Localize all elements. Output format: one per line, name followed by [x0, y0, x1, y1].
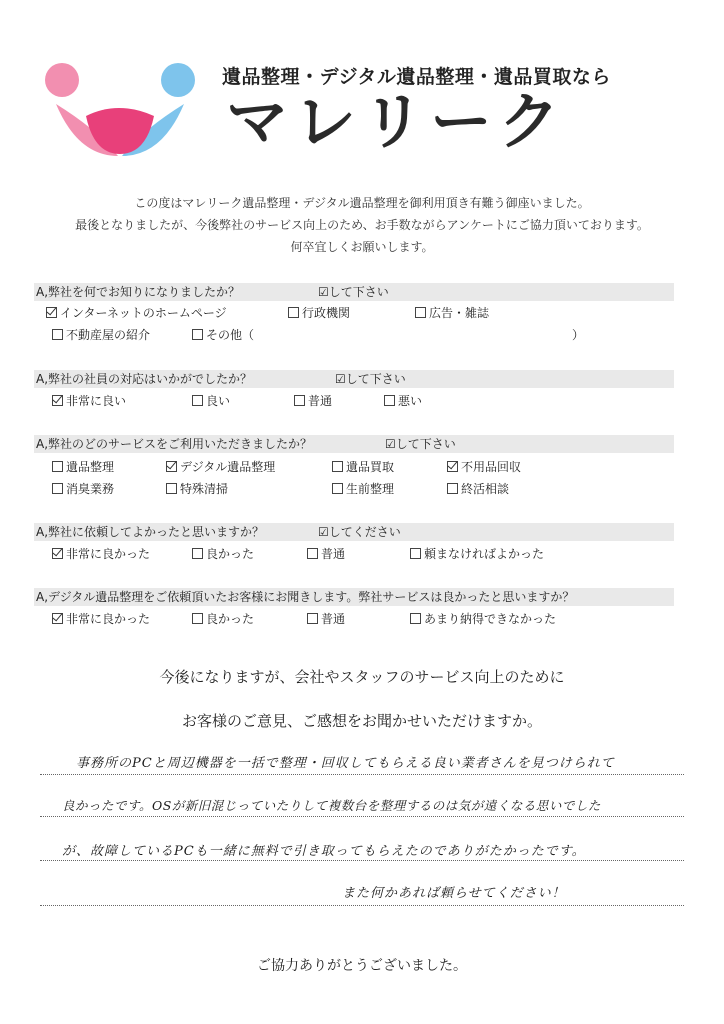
checkbox[interactable] — [192, 329, 203, 340]
checkbox[interactable] — [415, 307, 426, 318]
option-label: 行政機関 — [302, 306, 351, 320]
checkbox[interactable] — [192, 548, 203, 559]
option-label: 良かった — [206, 612, 255, 626]
question-4-text: A,弊社に依頼してよかったと思いますか？ — [36, 525, 265, 539]
checkbox[interactable] — [192, 395, 203, 406]
intro-line: この度はマレリーク遺品整理・デジタル遺品整理を御利用頂き有難う御座いました。 — [134, 196, 590, 210]
option-internet[interactable] — [46, 304, 227, 322]
option-government[interactable] — [288, 304, 350, 322]
option-label: 遺品買取 — [346, 460, 395, 474]
option-good[interactable] — [192, 392, 230, 410]
option-label: 普通 — [321, 547, 346, 561]
checkbox[interactable] — [288, 307, 299, 318]
option-label: 普通 — [321, 612, 346, 626]
option-label: 良い — [206, 394, 231, 408]
option-label: 広告・雑誌 — [429, 306, 490, 320]
comment-line: また何かあれば頼らせてください！ — [342, 886, 566, 901]
checkbox-checked[interactable] — [52, 613, 63, 624]
checkbox[interactable] — [307, 613, 318, 624]
question-5-text: A,デジタル遺品整理をご依頼頂いたお客様にお聞きします。弊社サービスは良かったと思いますか？ — [36, 590, 575, 604]
option-label: その他（ — [206, 328, 255, 342]
comment-rule — [40, 774, 684, 775]
closing-line-2: お客様のご意見、ご感想をお聞かせいただけますか。 — [181, 712, 542, 730]
option-label: 遺品整理 — [66, 460, 115, 474]
option-good[interactable] — [192, 610, 254, 628]
question-2-note: ☑して下さい — [335, 372, 406, 386]
option-label: デジタル遺品整理 — [180, 460, 276, 474]
checkbox[interactable] — [166, 483, 177, 494]
checkbox[interactable] — [332, 461, 343, 472]
option-other-close: ） — [572, 328, 585, 342]
checkbox-checked[interactable] — [166, 461, 177, 472]
option-estate-purchase[interactable] — [332, 458, 394, 476]
checkbox-checked[interactable] — [447, 461, 458, 472]
option-digital-estate[interactable] — [166, 458, 275, 476]
option-label: 普通 — [308, 394, 333, 408]
option-normal[interactable] — [307, 545, 345, 563]
option-label: 頼まなければよかった — [424, 547, 545, 561]
checkbox[interactable] — [52, 483, 63, 494]
option-deodorize[interactable] — [52, 480, 114, 498]
option-not-satisfied[interactable] — [410, 610, 556, 628]
option-label: 良かった — [206, 547, 255, 561]
option-good[interactable] — [192, 545, 254, 563]
option-estate-clearing[interactable] — [52, 458, 114, 476]
checkbox[interactable] — [192, 613, 203, 624]
logo-blue-dot — [161, 63, 195, 97]
checkbox[interactable] — [447, 483, 458, 494]
option-other[interactable] — [192, 326, 254, 344]
question-3-note: ☑して下さい — [385, 437, 456, 451]
intro-line: 何卒宜しくお願いします。 — [290, 240, 434, 254]
option-advertising[interactable] — [415, 304, 489, 322]
option-label: 非常に良かった — [66, 612, 151, 626]
logo-pink-dot — [45, 63, 79, 97]
option-label: 終活相談 — [461, 482, 510, 496]
question-2-text: A,弊社の社員の対応はいかがでしたか？ — [36, 372, 253, 386]
comment-line: 良かったです。OSが新旧混じっていたりして複数台を整理するのは気が遠くなる思いでした — [62, 798, 601, 813]
comment-rule — [40, 816, 684, 817]
option-label: 非常に良い — [66, 394, 127, 408]
option-very-good[interactable] — [52, 392, 126, 410]
option-bad[interactable] — [384, 392, 422, 410]
question-4-note: ☑してください — [318, 525, 401, 539]
checkbox-checked[interactable] — [52, 395, 63, 406]
option-end-of-life-consult[interactable] — [447, 480, 509, 498]
option-label: 非常に良かった — [66, 547, 151, 561]
question-1-text: A,弊社を何でお知りになりましたか？ — [36, 285, 241, 299]
comment-line: が、故障しているPCも一緒に無料で引き取ってもらえたのでありがたかったです。 — [62, 844, 586, 859]
option-label: インターネットのホームページ — [60, 306, 227, 320]
option-label: 特殊清掃 — [180, 482, 229, 496]
comment-rule — [40, 860, 684, 861]
option-very-good[interactable] — [52, 545, 150, 563]
option-special-cleaning[interactable] — [166, 480, 228, 498]
checkbox[interactable] — [52, 329, 63, 340]
option-normal[interactable] — [307, 610, 345, 628]
comment-rule — [40, 905, 684, 906]
option-pre-death-sorting[interactable] — [332, 480, 394, 498]
option-label: 生前整理 — [346, 482, 395, 496]
checkbox[interactable] — [384, 395, 395, 406]
question-3-text: A,弊社のどのサービスをご利用いただきましたか？ — [36, 437, 313, 451]
option-should-not-have[interactable] — [410, 545, 544, 563]
closing-line-1: 今後になりますが、会社やスタッフのサービス向上のために — [159, 668, 565, 686]
option-normal[interactable] — [294, 392, 332, 410]
question-1-note: ☑して下さい — [318, 285, 389, 299]
checkbox-checked[interactable] — [46, 307, 57, 318]
header-tagline: 遺品整理・デジタル遺品整理・遺品買取なら — [222, 66, 611, 88]
comment-line: 事務所のPCと周辺機器を一括で整理・回収してもらえる良い業者さんを見つけられて — [76, 756, 615, 771]
checkbox[interactable] — [294, 395, 305, 406]
intro-line: 最後となりましたが、今後弊社のサービス向上のため、お手数ながらアンケートにご協力頂いております。 — [75, 218, 649, 232]
option-label: 消臭業務 — [66, 482, 115, 496]
option-label: 不用品回収 — [461, 460, 522, 474]
checkbox[interactable] — [410, 613, 421, 624]
option-real-estate[interactable] — [52, 326, 150, 344]
option-very-good[interactable] — [52, 610, 150, 628]
option-label: 不動産屋の紹介 — [66, 328, 151, 342]
intro-text — [0, 192, 724, 258]
marelique-logo — [38, 60, 198, 160]
thanks-text: ご協力ありがとうございました。 — [257, 958, 467, 974]
checkbox[interactable] — [307, 548, 318, 559]
checkbox[interactable] — [52, 461, 63, 472]
brand-name: マレリーク — [226, 85, 567, 158]
checkbox[interactable] — [410, 548, 421, 559]
option-label: あまり納得できなかった — [424, 612, 557, 626]
option-label: 悪い — [398, 394, 423, 408]
checkbox[interactable] — [332, 483, 343, 494]
option-junk-collection[interactable] — [447, 458, 521, 476]
checkbox-checked[interactable] — [52, 548, 63, 559]
